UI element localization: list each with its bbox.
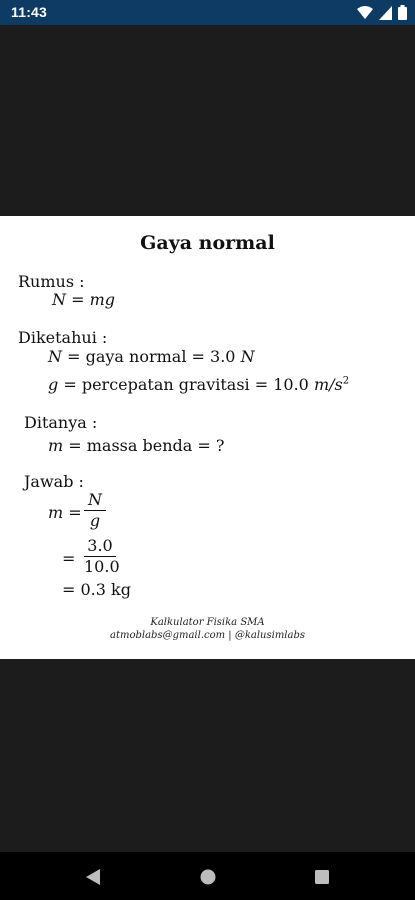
diketahui-2-text: = percepatan gravitasi = 10.0 xyxy=(63,375,309,394)
ditanya-label: Ditanya : xyxy=(24,413,98,432)
signal-icon xyxy=(379,6,392,20)
home-button[interactable] xyxy=(197,866,219,888)
recents-button[interactable] xyxy=(311,866,333,888)
back-button[interactable] xyxy=(82,866,104,888)
diketahui-label: Diketahui : xyxy=(18,328,108,347)
var-m: m xyxy=(48,436,64,455)
status-icons xyxy=(357,5,407,20)
unit-ms: m/s xyxy=(313,375,343,394)
battery-icon xyxy=(398,5,407,20)
jawab-step1-lhs: m = xyxy=(48,503,82,522)
unit-N: N xyxy=(240,347,255,366)
fraction-3-over-10 xyxy=(84,536,120,577)
footer-app-name: Kalkulator Fisika SMA xyxy=(150,617,265,628)
diketahui-line-2 xyxy=(48,375,349,394)
wifi-icon xyxy=(357,6,373,20)
fraction-1-numerator: N xyxy=(88,490,102,509)
back-icon xyxy=(86,869,100,885)
fraction-2-numerator: 3.0 xyxy=(87,536,113,555)
footer-contact: atmoblabs@gmail.com | @kalusimlabs xyxy=(110,630,305,641)
rumus-label: Rumus : xyxy=(18,272,85,291)
unit-exponent: 2 xyxy=(342,375,350,387)
ditanya-line xyxy=(48,436,224,455)
var-g: g xyxy=(48,375,59,394)
home-icon xyxy=(200,869,216,885)
rumus-formula: N = mg xyxy=(52,290,115,309)
ditanya-text: = massa benda = ? xyxy=(68,436,225,455)
status-time: 11:43 xyxy=(11,4,48,20)
recents-icon xyxy=(315,870,329,884)
card-title: Gaya normal xyxy=(140,232,275,254)
viewer-background-bottom xyxy=(0,659,415,852)
jawab-label: Jawab : xyxy=(24,472,84,491)
fraction-N-over-g xyxy=(84,490,106,531)
jawab-result: = 0.3 kg xyxy=(62,580,131,599)
jawab-step2-lhs: = xyxy=(62,549,76,568)
viewer-background-top xyxy=(0,25,415,216)
diketahui-1-text: = gaya normal = 3.0 xyxy=(67,347,236,366)
fraction-1-denominator: g xyxy=(89,511,101,530)
var-N: N xyxy=(48,347,62,366)
navigation-bar xyxy=(0,852,415,900)
fraction-2-denominator: 10.0 xyxy=(84,557,120,576)
status-bar xyxy=(0,0,415,25)
result-image xyxy=(0,216,415,659)
diketahui-line-1 xyxy=(48,347,255,366)
